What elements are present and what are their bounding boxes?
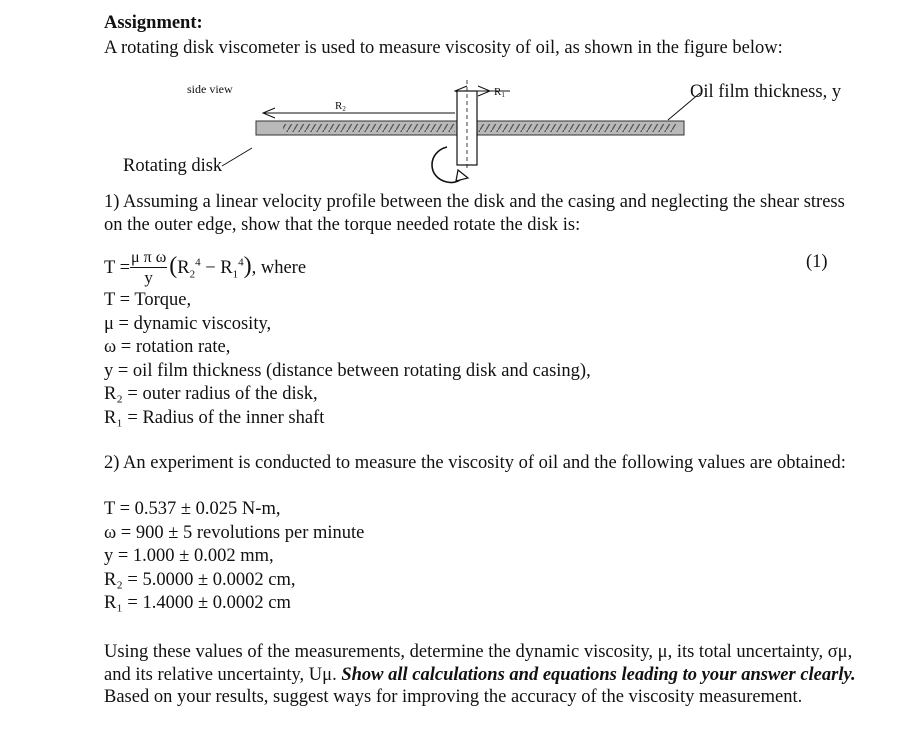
definition-item: R₂ = outer radius of the disk, (104, 384, 318, 404)
side-view-label: side view (187, 82, 233, 96)
equation-number: (1) (806, 252, 828, 272)
value-item: y = 1.000 ± 0.002 mm, (104, 546, 274, 566)
definition-item: y = oil film thickness (distance between rotating disk and casing), (104, 360, 591, 381)
disk-right (478, 124, 676, 132)
closing-emphasis: Show all calculations and equations leading to your answer clearly. (341, 664, 856, 685)
viscometer-figure (0, 0, 923, 200)
measured-values-list (104, 498, 364, 616)
part1-text: 1) Assuming a linear velocity profile between the disk and the casing and neglecting the shear stress on the outer edge, show that the torque needed rotate the disk is: (104, 192, 845, 235)
closing-paragraph: Using these values of the measurements, determine the dynamic viscosity, μ, its total uncertainty, σμ, and its relative uncertainty, Uμ. Show all calculations and equations leading to your answer clearly. Based on your results, suggest ways for improving the accuracy of the viscosity measurement. (104, 642, 856, 707)
definition-item: R₁ = Radius of the inner shaft (104, 407, 325, 428)
r2-label: R2 (335, 100, 346, 113)
value-item: R₂ = 5.0000 ± 0.0002 cm, (104, 569, 296, 590)
definition-item: ω = rotation rate, (104, 337, 231, 357)
value-item: R₁ = 1.4000 ± 0.0002 cm (104, 593, 291, 613)
part2-text: 2) An experiment is conducted to measure the viscosity of oil and the following values are obtained: (104, 453, 846, 473)
value-item: T = 0.537 ± 0.025 N-m, (104, 499, 281, 519)
r1-label: R1 (494, 86, 505, 99)
intro-text: A rotating disk viscometer is used to measure viscosity of oil, as shown in the figure below: (104, 38, 783, 58)
rotating-disk-leader (222, 148, 252, 166)
assignment-title: Assignment: (104, 13, 203, 33)
oil-film-label: Oil film thickness, y (690, 82, 842, 102)
disk-left (283, 124, 455, 132)
definition-item: μ = dynamic viscosity, (104, 313, 272, 334)
definitions-list (104, 289, 591, 430)
rotating-disk-label: Rotating disk (123, 156, 223, 176)
torque-equation: T = $\frac{\text{μ π ω}}{y}$ $(R_2^4 - R_1^4)$, where (104, 249, 307, 287)
value-item: ω = 900 ± 5 revolutions per minute (104, 522, 365, 543)
equation-fraction: $\frac{\text{μ π ω}}{y}$ (131, 249, 167, 287)
definition-item: T = Torque, (104, 290, 192, 310)
